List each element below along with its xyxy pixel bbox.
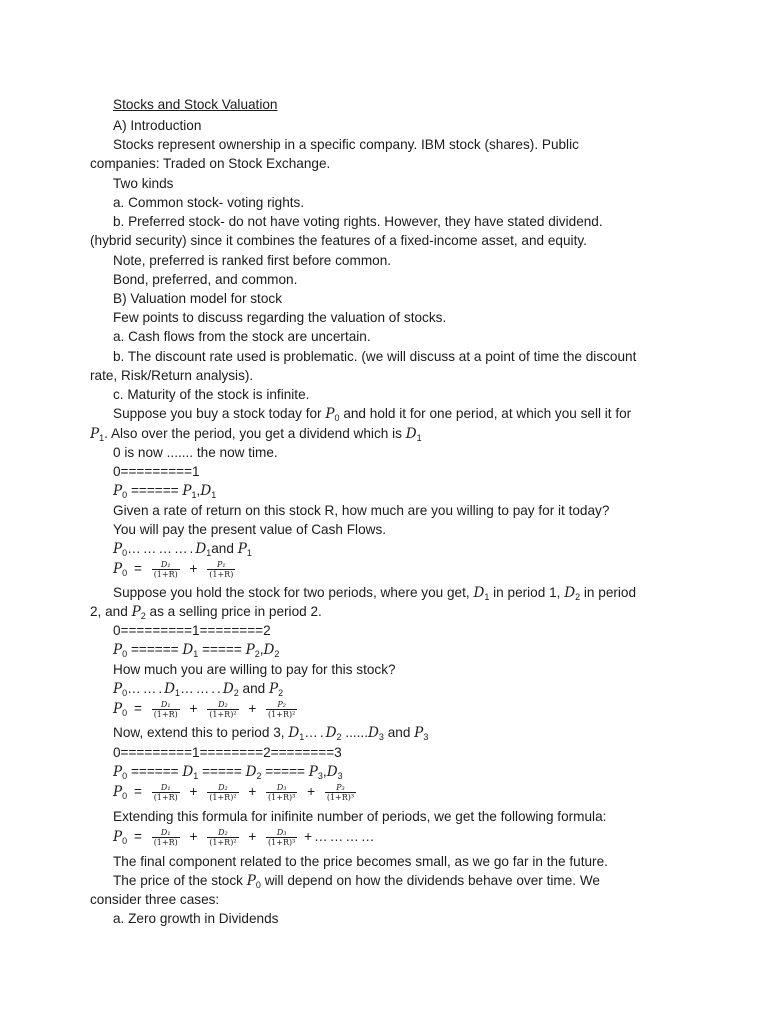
- point-c: c. Maturity of the stock is infinite.: [113, 387, 310, 402]
- now-text: 0 is now ....... the now time.: [113, 445, 278, 460]
- one-period-line2: $P_1$. Also over the period, you get a dividend which is $D_1$: [90, 426, 422, 443]
- point-a: a. Cash flows from the stock are uncertain.: [113, 329, 371, 344]
- common-stock-item: a. Common stock- voting rights.: [113, 195, 305, 210]
- equation-three-periods: $P_0$ ====== $D_1$ ===== $D_2$ ===== $P_3,D_3$: [113, 764, 343, 781]
- preferred-stock-item-line2: (hybrid security) since it combines the features of a fixed-income asset, and equity.: [90, 233, 587, 248]
- one-period-line1: Suppose you buy a stock today for $P_0$ and hold it for one period, at which you sell it for: [113, 406, 632, 423]
- zero-growth-case: a. Zero growth in Dividends: [113, 911, 279, 926]
- equation-p0-p1-d1: $P_0$ ====== $P_1,D_1$: [113, 483, 217, 500]
- formula-infinite-periods: $P_0$ = $\frac{\text{D₁}}{(1+R)}$ + $\frac{\text{D₂}}{\text{(1+R)²}}$ + $\frac{\text{D₃}}{\text{(1+R)³}}$ +…………: [113, 827, 377, 847]
- point-b-line1: b. The discount rate used is problematic. (we will discuss at a point of time the discount: [113, 349, 637, 364]
- present-value-text: You will pay the present value of Cash Flows.: [113, 522, 387, 537]
- formula-one-period: $P_0$ = $\frac{\text{D₁}}{(1+R)}$ + $\frac{\text{P₁}}{(1+R)}$: [113, 559, 234, 579]
- intro-heading: A) Introduction: [113, 118, 202, 133]
- final-component-text: The final component related to the price becomes small, as we go far in the future.: [113, 854, 608, 869]
- intro-paragraph-line2: companies: Traded on Stock Exchange.: [90, 156, 331, 171]
- timeline-one-period: 0=========1: [113, 464, 200, 479]
- timeline-three-periods: 0=========1========2========3: [113, 745, 342, 760]
- few-points-text: Few points to discuss regarding the valuation of stocks.: [113, 310, 447, 325]
- timeline-two-periods: 0=========1========2: [113, 623, 271, 638]
- equation-two-periods: $P_0$ ====== $D_1$ ===== $P_2,D_2$: [113, 642, 280, 659]
- cash-flow-sequence-2: $P_0\dots\dots.D_1\dots\dots..D_2$ and $P_2$: [113, 681, 284, 698]
- extending-formula-text: Extending this formula for inifinite number of periods, we get the following formula:: [113, 809, 607, 824]
- formula-two-periods: $P_0$ = $\frac{\text{D₁}}{(1+R)}$ + $\frac{\text{D₂}}{\text{(1+R)²}}$ + $\frac{\text{P₂}}{\text{(1+R)²}}$: [113, 699, 296, 719]
- preferred-note: Note, preferred is ranked first before common.: [113, 253, 392, 268]
- two-period-line1: Suppose you hold the stock for two periods, where you get, $D_1$ in period 1, $D_2$ in period: [113, 585, 637, 602]
- page-title: Stocks and Stock Valuation: [113, 97, 278, 112]
- price-depends-line1: The price of the stock $P_0$ will depend on how the dividends behave over time. We: [113, 873, 600, 890]
- fraction-d1: $\frac{\text{D₁}}{(1+R)}$: [153, 559, 178, 579]
- how-much-question: How much you are willing to pay for this stock?: [113, 662, 396, 677]
- fraction-p1: $\frac{\text{P₁}}{(1+R)}$: [209, 559, 234, 579]
- price-depends-line2: consider three cases:: [90, 892, 220, 907]
- preferred-stock-item-line1: b. Preferred stock- do not have voting rights. However, they have stated dividend.: [113, 214, 603, 229]
- two-period-line2: 2, and $P_2$ as a selling price in period 2.: [90, 604, 322, 621]
- valuation-heading: B) Valuation model for stock: [113, 291, 282, 306]
- given-rate-question: Given a rate of return on this stock R, how much are you willing to pay for it today?: [113, 503, 610, 518]
- formula-three-periods: $P_0$ = $\frac{\text{D₁}}{(1+R)}$ + $\frac{\text{D₂}}{\text{(1+R)²}}$ + $\frac{\text{D₃}}{\text{(1+R)³}}$ + $\frac{\text{P₃}}{\text{(1+R)³}}$: [113, 782, 355, 802]
- point-b-line2: rate, Risk/Return analysis).: [90, 368, 254, 383]
- two-kinds-text: Two kinds: [113, 176, 174, 191]
- intro-paragraph-line1: Stocks represent ownership in a specific company. IBM stock (shares). Public: [113, 137, 579, 152]
- extend-three-periods: Now, extend this to period 3, $D_1\dots.D_2$ $......D_3$ and $P_3$: [113, 725, 429, 742]
- cash-flow-sequence-1: $P_0\dots\dots\dots\dots.D_1and$ $P_1$: [113, 541, 252, 558]
- ranking-order: Bond, preferred, and common.: [113, 272, 298, 287]
